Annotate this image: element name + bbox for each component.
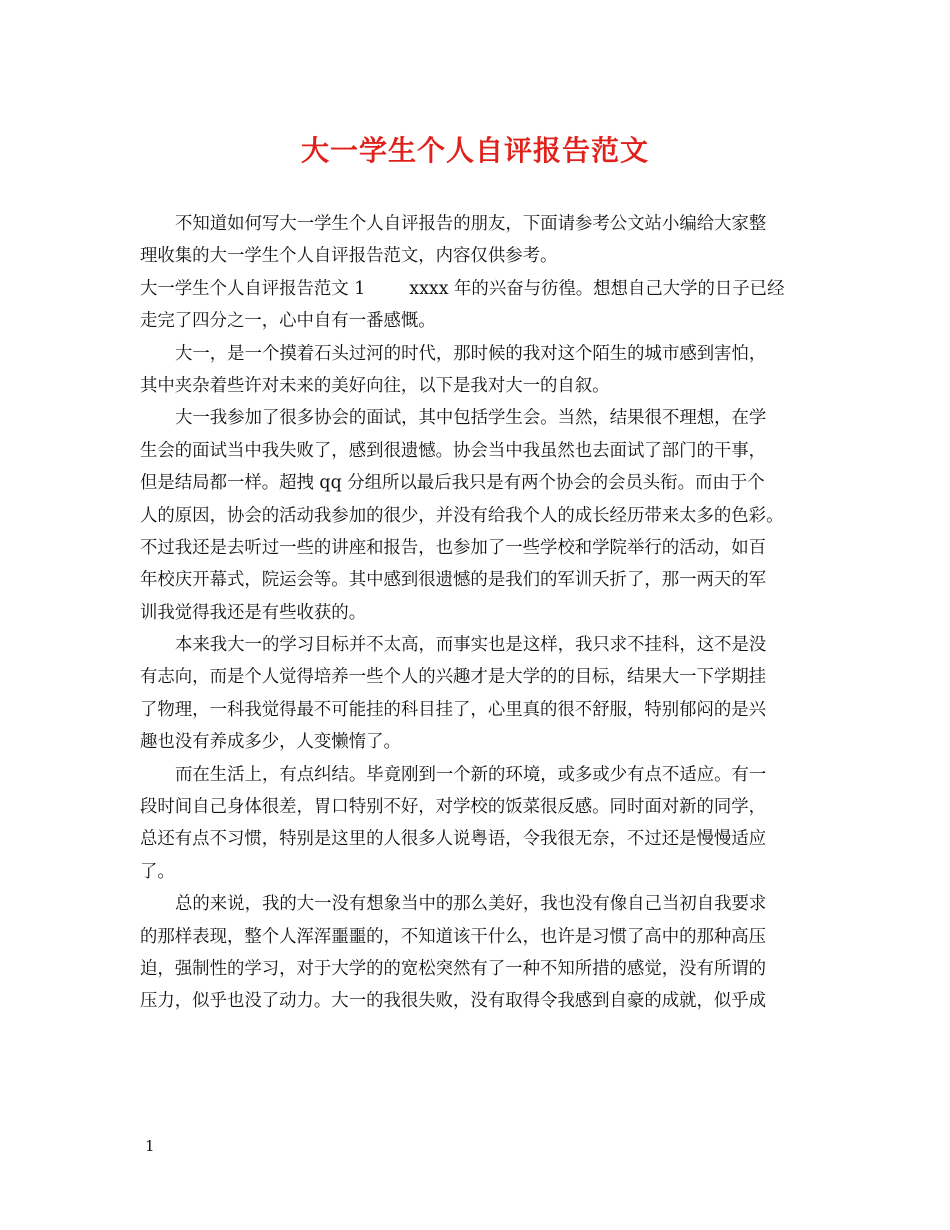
text-line: 年校庆开幕式，院运会等。其中感到很遗憾的是我们的军训夭折了，那一两天的军 bbox=[140, 570, 767, 591]
text-line: 了。 bbox=[140, 861, 175, 882]
text-line: 趣也没有养成多少，人变懒惰了。 bbox=[140, 732, 401, 753]
text-line: 但是结局都一样。超拽 qq 分组所以最后我只是有两个协会的会员头衔。而由于个 bbox=[140, 473, 765, 494]
document-body bbox=[140, 208, 814, 1018]
text-line: 训我觉得我还是有些收获的。 bbox=[140, 602, 367, 623]
page-number: 1 bbox=[145, 1137, 155, 1155]
document-title: 大一学生个人自评报告范文 bbox=[300, 134, 649, 167]
text-line: 有志向，而是个人觉得培养一些个人的兴趣才是大学的的目标，结果大一下学期挂 bbox=[140, 667, 767, 688]
text-line: 人的原因，协会的活动我参加的很少，并没有给我个人的成长经历带来太多的色彩。 bbox=[140, 505, 784, 526]
text-line: 迫，强制性的学习，对于大学的的宽松突然有了一种不知所措的感觉，没有所谓的 bbox=[140, 958, 767, 979]
text-line: 压力，似乎也没了动力。大一的我很失败，没有取得令我感到自豪的成就，似乎成 bbox=[140, 991, 767, 1012]
text-line: 总还有点不习惯，特别是这里的人很多人说粤语，令我很无奈，不过还是慢慢适应 bbox=[140, 829, 767, 850]
heading-line bbox=[140, 273, 814, 305]
text-line: 段时间自己身体很差，胃口特别不好，对学校的饭菜很反感。同时面对新的同学， bbox=[140, 797, 767, 818]
text-line: xxxx 年的兴奋与彷徨。想想自己大学的日子已经 bbox=[409, 278, 785, 299]
text-line: 大一，是一个摸着石头过河的时代，那时候的我对这个陌生的城市感到害怕， bbox=[175, 343, 767, 364]
text-line: 不过我还是去听过一些的讲座和报告，也参加了一些学校和学院举行的活动，如百 bbox=[140, 537, 767, 558]
text-line: 走完了四分之一，心中自有一番感慨。 bbox=[140, 311, 436, 332]
sample-heading: 大一学生个人自评报告范文 1 bbox=[140, 278, 366, 299]
text-line: 不知道如何写大一学生个人自评报告的朋友，下面请参考公文站小编给大家整 bbox=[175, 214, 767, 234]
text-line: 了物理，一科我觉得最不可能挂的科目挂了，心里真的很不舒服，特别郁闷的是兴 bbox=[140, 699, 767, 720]
text-line: 总的来说，我的大一没有想象当中的那么美好，我也没有像自己当初自我要求 bbox=[175, 894, 767, 915]
text-line: 而在生活上，有点纠结。毕竟刚到一个新的环境，或多或少有点不适应。有一 bbox=[175, 764, 767, 785]
text-line: 理收集的大一学生个人自评报告范文，内容仅供参考。 bbox=[140, 246, 558, 267]
text-line: 的那样表现，整个人浑浑噩噩的，不知道该干什么，也许是习惯了高中的那种高压 bbox=[140, 926, 767, 947]
text-line: 生会的面试当中我失败了，感到很遗憾。协会当中我虽然也去面试了部门的干事， bbox=[140, 440, 767, 461]
text-line: 其中夹杂着些许对未来的美好向往，以下是我对大一的自叙。 bbox=[140, 375, 610, 396]
text-line: 大一我参加了很多协会的面试，其中包括学生会。当然，结果很不理想，在学 bbox=[175, 408, 767, 429]
text-line: 本来我大一的学习目标并不太高，而事实也是这样，我只求不挂科，这不是没 bbox=[175, 635, 767, 656]
